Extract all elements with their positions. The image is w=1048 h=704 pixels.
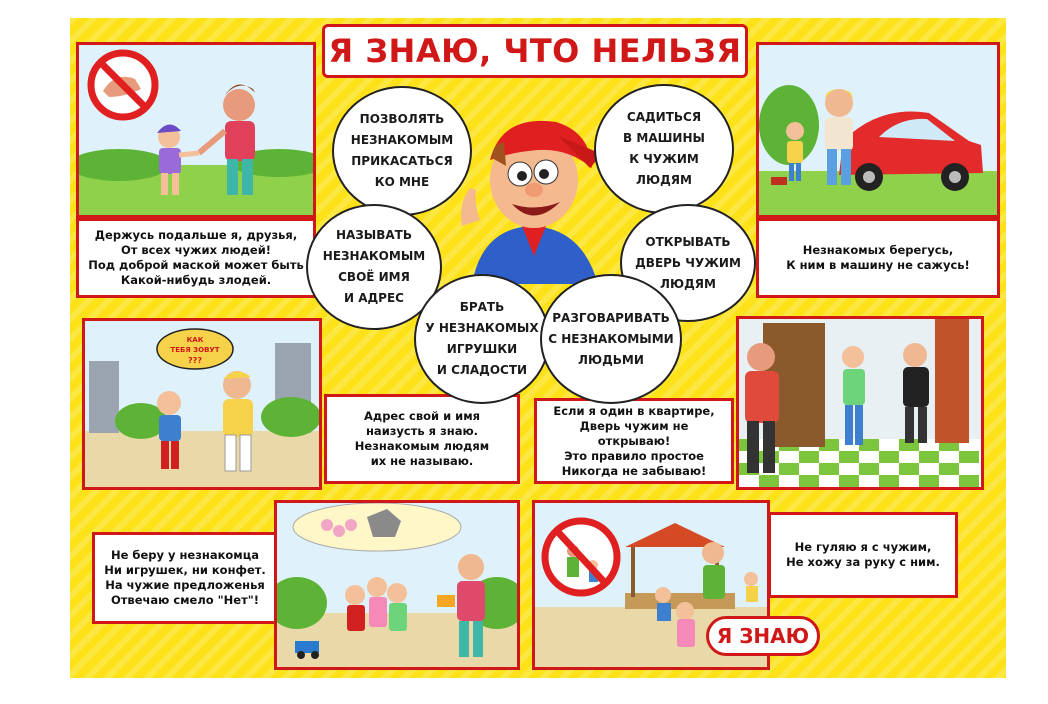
verse-text-3: Адрес свой и имя наизусть я знаю. Незнакомым людям их не называю. <box>354 409 490 468</box>
bubble-touch <box>332 86 472 216</box>
verse-box-3 <box>324 394 520 484</box>
illustration-car <box>756 42 1000 218</box>
verse-text-4: Если я один в квартире, Дверь чужим не открываю! Это правило простое Никогда не забываю! <box>553 403 715 478</box>
illustration-candy <box>274 500 520 670</box>
illustration-door <box>736 316 984 490</box>
verse-box-5 <box>92 532 278 624</box>
i-know-badge: Я ЗНАЮ <box>706 616 820 656</box>
bubble-talk-text: РАЗГОВАРИВАТЬ С НЕЗНАКОМЫМИ ЛЮДЬМИ <box>548 310 674 367</box>
bubble-name-text: НАЗЫВАТЬ НЕЗНАКОМЫМ СВОЁ ИМЯ И АДРЕС <box>322 228 426 305</box>
verse-text-1: Держусь подальше я, друзья, От всех чужих людей! Под доброй маской может быть Какой-нибудь злодей. <box>88 228 304 287</box>
poster-title: Я ЗНАЮ, ЧТО НЕЛЬЗЯ <box>322 24 748 78</box>
verse-box-1 <box>76 218 316 298</box>
illustration-name <box>82 318 322 490</box>
speech-line-1: КАК <box>186 336 204 344</box>
bubble-toys <box>414 274 550 404</box>
bubble-door-text: ОТКРЫВАТЬ ДВЕРЬ ЧУЖИМ ЛЮДЯМ <box>635 234 741 291</box>
verse-text-5: Не беру у незнакомца Ни игрушек, ни конфет. На чужие предложенья Отвечаю смело "Нет"! <box>104 548 266 607</box>
bubble-car <box>594 84 734 214</box>
bubble-talk <box>540 274 682 404</box>
bubble-car-text: САДИТЬСЯ В МАШИНЫ К ЧУЖИМ ЛЮДЯМ <box>623 110 705 187</box>
safety-poster <box>70 18 1006 678</box>
bubble-toys-text: БРАТЬ У НЕЗНАКОМЫХ ИГРУШКИ И СЛАДОСТИ <box>425 300 539 377</box>
illustration-touch <box>76 42 316 218</box>
verse-text-2: Незнакомых берегусь, К ним в машину не сажусь! <box>786 243 970 272</box>
speech-line-2: ТЕБЯ ЗОВУТ <box>170 346 220 354</box>
verse-box-6 <box>768 512 958 598</box>
bubble-touch-text: ПОЗВОЛЯТЬ НЕЗНАКОМЫМ ПРИКАСАТЬСЯ КО МНЕ <box>350 112 454 189</box>
verse-text-6: Не гуляю я с чужим, Не хожу за руку с ним. <box>786 540 940 569</box>
verse-box-2 <box>756 218 1000 298</box>
central-boy-illustration <box>452 108 616 284</box>
verse-box-4 <box>534 398 734 484</box>
speech-line-3: ??? <box>188 356 202 365</box>
